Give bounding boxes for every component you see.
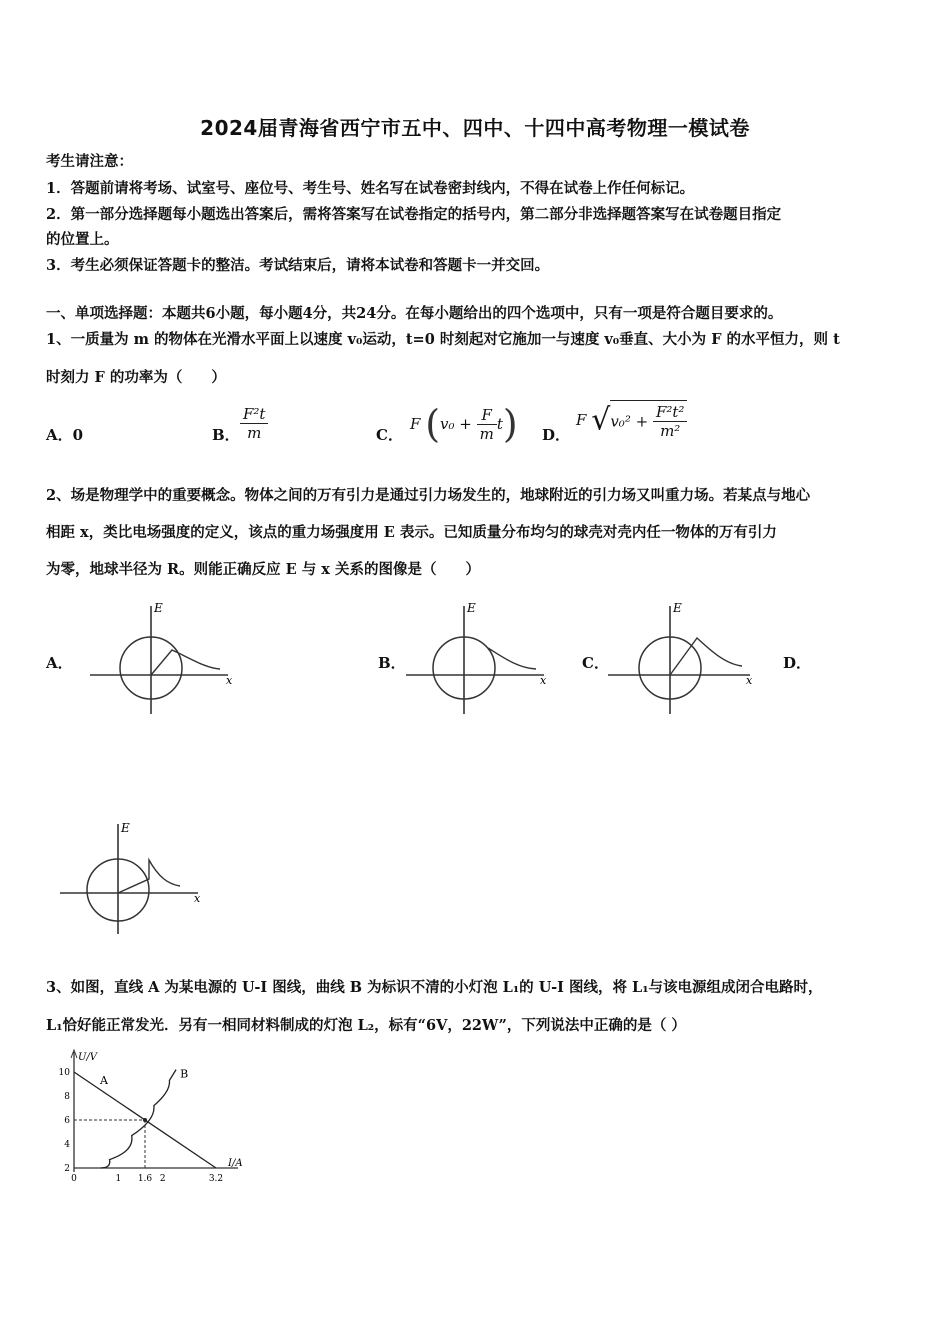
- x-tick-label: 1.6: [137, 1174, 153, 1184]
- notice-item: 2．第一部分选择题每小题选出答案后，需将答案写在试卷指定的括号内，第二部分非选择题答案写在试卷题目指定: [46, 206, 782, 223]
- axis-x-label: x: [746, 674, 753, 687]
- question-2-text: 2、场是物理学中的重要概念。物体之间的万有引力是通过引力场发生的，地球附近的引力场又叫重力场。若某点与地心: [46, 487, 811, 504]
- notice-item: 的位置上。: [46, 231, 119, 248]
- series-label-A: A: [100, 1074, 108, 1087]
- axis-e-label: E: [467, 601, 476, 615]
- x-tick-label: 0: [71, 1174, 77, 1184]
- option-c-label: C．: [376, 426, 403, 444]
- axis-x-label: x: [540, 674, 547, 687]
- y-tick-label: 8: [64, 1092, 70, 1102]
- series-label-B: B: [180, 1067, 189, 1081]
- graph-b: [398, 598, 558, 718]
- section-heading: 一、单项选择题：本题共6小题，每小题4分，共24分。在每小题给出的四个选项中，只有一项是符合题目要求的。: [46, 305, 783, 322]
- c-denominator: m: [479, 424, 494, 443]
- question-2-text: 相距 x，类比电场强度的定义，该点的重力场强度用 E 表示。已知质量分布均匀的球壳对壳内任一物体的万有引力: [46, 524, 777, 541]
- y-tick-label: 6: [64, 1116, 70, 1126]
- d-denominator: m²: [660, 422, 681, 440]
- e-curve: [670, 638, 742, 675]
- question-2-text: 为零，地球半径为 R。则能正确反应 E 与 x 关系的图像是（ ）: [46, 561, 480, 578]
- y-tick-label: 10: [58, 1068, 70, 1078]
- axis-e-label: E: [121, 821, 130, 835]
- question-3-text: 3、如图，直线 A 为某电源的 U-I 图线，曲线 B 为标识不清的小灯泡 L₁的 U-I 图线，将 L₁与该电源组成闭合电路时，: [46, 979, 823, 996]
- y-axis-label: U/V: [78, 1052, 98, 1063]
- b-numerator: F²t: [240, 405, 268, 424]
- d-f: F: [576, 411, 587, 429]
- q2-option-c-label: C．: [582, 654, 609, 672]
- axis-e-label: E: [154, 601, 163, 615]
- option-a: A．0: [46, 426, 84, 444]
- c-v0: v₀ +: [440, 415, 472, 433]
- option-b-label: B．: [212, 426, 240, 444]
- b-denominator: m: [247, 424, 262, 442]
- option-b-formula: [240, 405, 268, 442]
- y-tick-label: 2: [64, 1164, 70, 1174]
- c-numerator: F: [477, 406, 497, 425]
- question-1-text: 1、一质量为 m 的物体在光滑水平面上以速度 v₀运动，t=0 时刻起对它施加一与速度 v₀垂直、大小为 F 的水平恒力，则 t: [46, 331, 840, 348]
- e-curve: [151, 650, 220, 675]
- question-1-text: 时刻力 F 的功率为（ ）: [46, 369, 226, 386]
- notice-item: 1．答题前请将考场、试室号、座位号、考生号、姓名写在试卷密封线内，不得在试卷上作任何标记。: [46, 180, 695, 197]
- graph-c: [600, 598, 760, 718]
- x-axis-label: I/A: [228, 1158, 243, 1169]
- x-tick-label: 1: [115, 1174, 122, 1184]
- ui-chart: [44, 1040, 254, 1190]
- axis-e-label: E: [673, 601, 682, 615]
- option-d-formula: F √v₀² + $\frac{\text{F²t²}}{\text{m²}}$: [576, 400, 687, 440]
- c-f: F: [410, 415, 421, 433]
- q2-option-b-label: B．: [378, 654, 406, 672]
- notice-heading: 考生请注意：: [46, 153, 133, 170]
- d-v0: v₀² +: [610, 412, 649, 431]
- notice-item: 3．考生必须保证答题卡的整洁。考试结束后，请将本试卷和答题卡一并交回。: [46, 257, 550, 274]
- axis-x-label: x: [194, 892, 201, 905]
- x-tick-label: 3.2: [208, 1174, 224, 1184]
- graph-a: [80, 598, 240, 718]
- q2-option-a-label: A．: [46, 654, 73, 672]
- operating-point: [143, 1118, 147, 1122]
- x-tick-label: 2: [159, 1174, 166, 1184]
- d-numerator: F²t²: [653, 403, 687, 422]
- question-3-text: L₁恰好能正常发光．另有一相同材料制成的灯泡 L₂，标有“6V，22W”，下列说法中正确的是（ ）: [46, 1017, 686, 1034]
- option-d-label: D．: [542, 426, 571, 444]
- axis-x-label: x: [226, 674, 233, 687]
- series-line-B: [101, 1070, 176, 1168]
- page-title: 2024届青海省西宁市五中、四中、十四中高考物理一模试卷: [200, 116, 750, 140]
- option-c-formula: F (v₀ + $\frac{F}{m}$ t): [410, 402, 518, 446]
- c-t: t: [496, 415, 503, 433]
- q2-option-d-label: D．: [783, 654, 812, 672]
- graph-d: [52, 820, 212, 940]
- y-tick-label: 4: [64, 1140, 70, 1150]
